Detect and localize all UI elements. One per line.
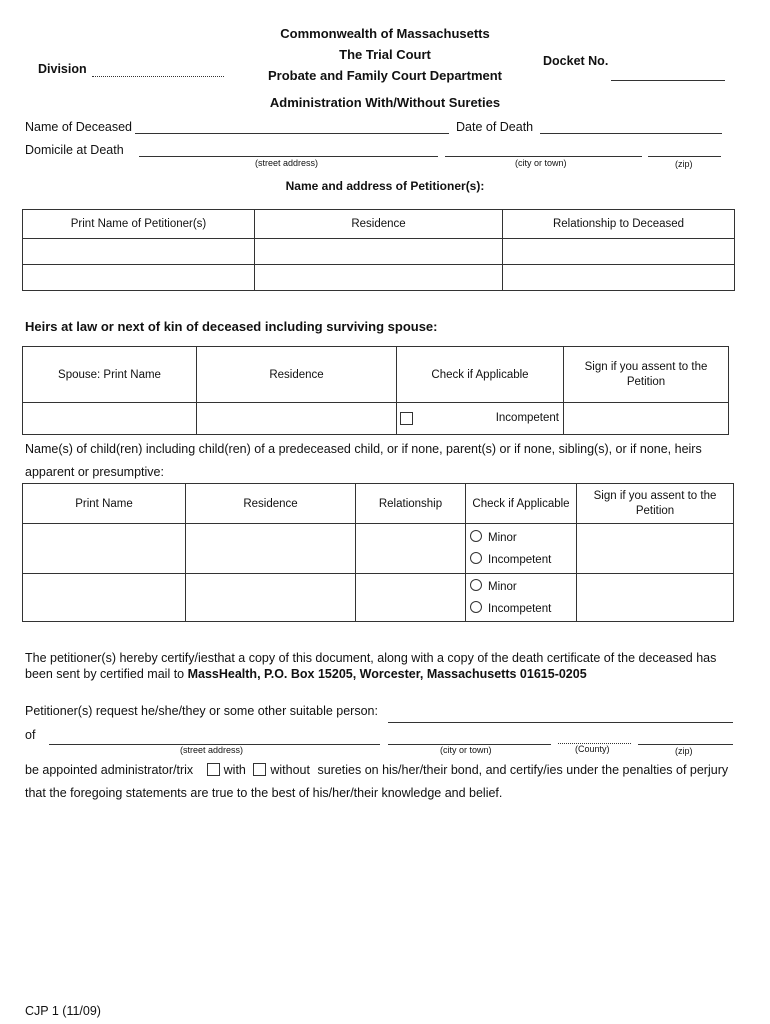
petitioner-1-residence-cell[interactable]	[255, 239, 503, 265]
zip-caption: (zip)	[675, 159, 693, 169]
col-child-residence: Residence	[186, 484, 356, 524]
radio-icon	[470, 601, 482, 613]
child-2-incompetent-option[interactable]	[466, 598, 576, 620]
with-sureties-checkbox[interactable]	[207, 763, 220, 776]
col-spouse-check: Check if Applicable	[397, 347, 564, 403]
date-of-death-field[interactable]	[540, 133, 722, 134]
col-relationship: Relationship to Deceased	[503, 210, 735, 239]
spouse-incompetent-label: Incompetent	[495, 412, 559, 424]
appointed-text: be appointed administrator/trix	[25, 763, 194, 777]
request-text: Petitioner(s) request he/she/they or some other suitable person:	[25, 704, 378, 718]
petitioner-2-name-cell[interactable]	[23, 265, 255, 291]
child-1-relationship-cell[interactable]	[356, 524, 466, 574]
spouse-sign-cell[interactable]	[564, 403, 729, 435]
masshealth-address: MassHealth, P.O. Box 15205, Worcester, Massachusetts 01615-0205	[187, 667, 587, 681]
docket-label: Docket No.	[543, 54, 609, 68]
header-department: Probate and Family Court Department	[267, 68, 503, 83]
form-title: Administration With/Without Sureties	[269, 95, 501, 110]
request-county-caption: (County)	[575, 744, 610, 754]
petitioner-1-relationship-cell[interactable]	[503, 239, 735, 265]
request-street-caption: (street address)	[180, 745, 244, 755]
foregoing-text: that the foregoing statements are true to the best of his/her/their knowledge and belief.	[25, 786, 503, 800]
petitioners-table	[22, 209, 735, 291]
incompetent-label: Incompetent	[488, 553, 552, 566]
petitioner-2-relationship-cell[interactable]	[503, 265, 735, 291]
petitioner-2-residence-cell[interactable]	[255, 265, 503, 291]
col-child-name: Print Name	[23, 484, 186, 524]
col-child-sign: Sign if you assent to the Petition	[577, 484, 734, 524]
certification-text	[25, 650, 745, 682]
child-2-check-cell	[466, 574, 577, 622]
domicile-zip-field[interactable]	[648, 156, 721, 157]
with-label: with	[223, 763, 246, 777]
header-commonwealth: Commonwealth of Massachusetts	[280, 26, 490, 41]
child-2-residence-cell[interactable]	[186, 574, 356, 622]
domicile-street-field[interactable]	[139, 156, 438, 157]
name-of-deceased-label: Name of Deceased	[25, 120, 133, 134]
child-2-minor-option[interactable]	[466, 576, 576, 598]
col-spouse-name: Spouse: Print Name	[23, 347, 197, 403]
appointed-line	[25, 763, 728, 777]
city-caption: (city or town)	[515, 158, 567, 168]
child-2-sign-cell[interactable]	[577, 574, 734, 622]
form-id: CJP 1 (11/09)	[25, 1004, 101, 1018]
sureties-text: sureties on his/her/their bond, and certify/ies under the penalties of perjury	[317, 763, 729, 777]
spouse-incompetent-checkbox[interactable]	[400, 412, 413, 425]
radio-icon	[470, 552, 482, 564]
heirs-heading: Heirs at law or next of kin of deceased including surviving spouse:	[25, 319, 438, 334]
minor-label: Minor	[488, 531, 517, 544]
street-caption: (street address)	[255, 158, 319, 168]
child-1-name-cell[interactable]	[23, 524, 186, 574]
name-of-deceased-field[interactable]	[135, 133, 449, 134]
division-label: Division	[38, 62, 87, 76]
docket-field[interactable]	[611, 80, 725, 81]
incompetent-label: Incompetent	[488, 602, 552, 615]
division-field[interactable]	[92, 76, 224, 77]
col-spouse-sign: Sign if you assent to the Petition	[564, 347, 729, 403]
date-of-death-label: Date of Death	[456, 120, 534, 134]
domicile-city-field[interactable]	[445, 156, 642, 157]
col-spouse-residence: Residence	[197, 347, 397, 403]
col-child-relationship: Relationship	[356, 484, 466, 524]
spouse-check-cell	[397, 403, 564, 435]
child-1-sign-cell[interactable]	[577, 524, 734, 574]
col-residence: Residence	[255, 210, 503, 239]
minor-label: Minor	[488, 580, 517, 593]
certification-text-part: The petitioner(s) hereby certify/iesthat a copy of this document, along with a copy of the death certificate of the deceased has been sent by certified mail to	[25, 651, 717, 681]
spouse-table	[22, 346, 729, 435]
children-table	[22, 483, 734, 622]
petitioner-1-name-cell[interactable]	[23, 239, 255, 265]
child-2-relationship-cell[interactable]	[356, 574, 466, 622]
spouse-name-cell[interactable]	[23, 403, 197, 435]
radio-icon	[470, 579, 482, 591]
without-sureties-checkbox[interactable]	[253, 763, 266, 776]
child-1-residence-cell[interactable]	[186, 524, 356, 574]
petitioners-heading: Name and address of Petitioner(s):	[285, 179, 485, 193]
request-zip-field[interactable]	[638, 744, 733, 745]
request-city-caption: (city or town)	[440, 745, 492, 755]
without-label: without	[270, 763, 310, 777]
child-1-minor-option[interactable]	[466, 527, 576, 549]
child-2-name-cell[interactable]	[23, 574, 186, 622]
child-1-incompetent-option[interactable]	[466, 549, 576, 571]
children-instructions: Name(s) of child(ren) including child(ren) of a predeceased child, or if none, parent(s) or if none, sibling(s), or if none, heirs apparent or presumptive:	[25, 442, 702, 479]
header-trial-court: The Trial Court	[339, 47, 431, 62]
suitable-person-field[interactable]	[388, 722, 733, 723]
child-1-check-cell	[466, 524, 577, 574]
col-child-check: Check if Applicable	[466, 484, 577, 524]
request-zip-caption: (zip)	[675, 746, 693, 756]
spouse-residence-cell[interactable]	[197, 403, 397, 435]
domicile-label: Domicile at Death	[25, 143, 124, 157]
col-petitioner-name: Print Name of Petitioner(s)	[23, 210, 255, 239]
radio-icon	[470, 530, 482, 542]
of-label: of	[25, 728, 36, 742]
